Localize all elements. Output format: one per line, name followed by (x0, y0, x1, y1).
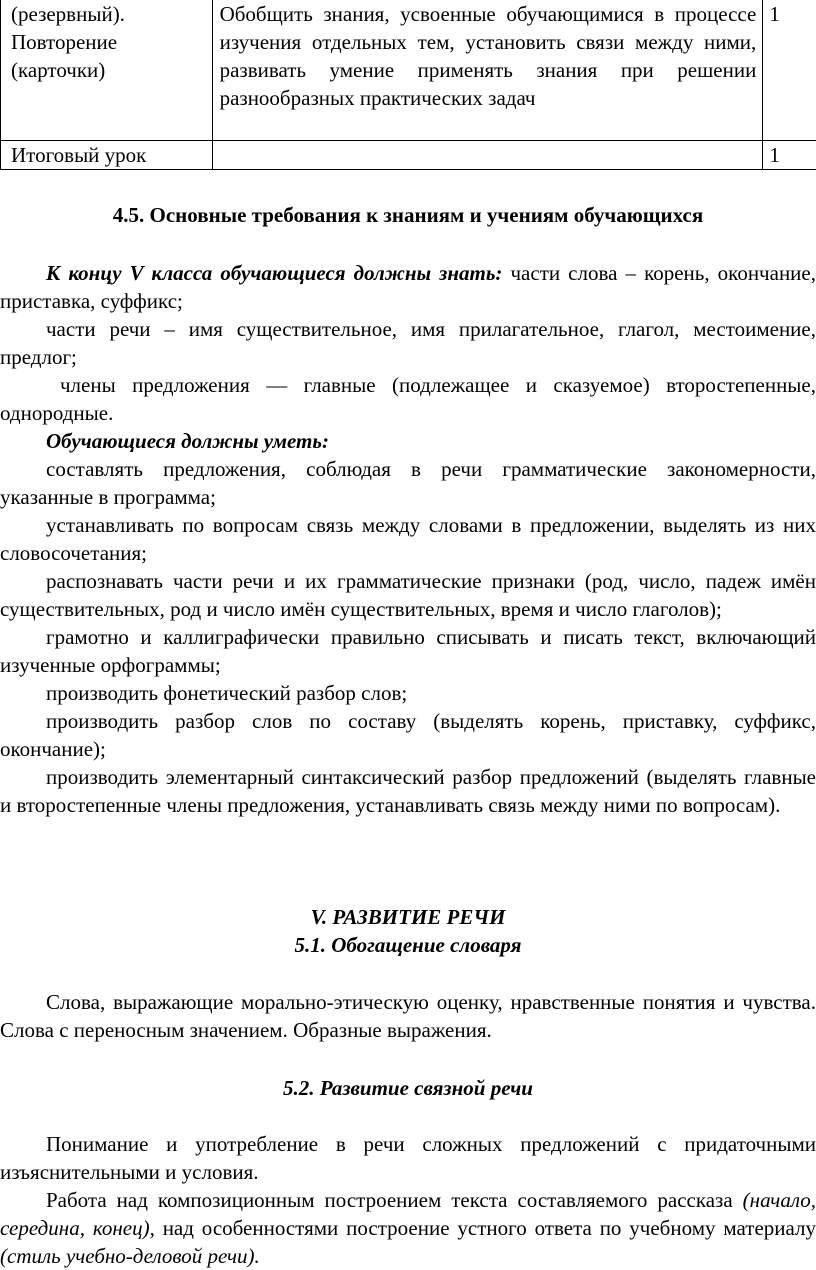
paragraph: части речи – имя существительное, имя прилагательное, глагол, местоимение, предлог; (0, 317, 816, 369)
paragraph (0, 259, 816, 315)
paragraph: Понимание и употребление в речи сложных предложений с придаточными изъяснительными и условия. (0, 1132, 816, 1184)
table-cell-topic: (резервный). Повторение (карточки) (1, 0, 213, 141)
text-run: над особенностями построение устного ответа по учебному материалу (154, 1216, 816, 1240)
paragraph (0, 1186, 816, 1270)
list-item: составлять предложения, соблюдая в речи грамматические закономерности, указанные в программа; (0, 457, 816, 509)
knowledge-requirements (0, 259, 816, 819)
table-row (0, 141, 816, 170)
list-item: производить элементарный синтаксический разбор предложений (выделять главные и второстепенные члены предложения, устанавливать связь между ними по вопросам). (0, 765, 816, 817)
list-item: грамотно и каллиграфически правильно списывать и писать текст, включающий изученные орфограммы; (0, 625, 816, 677)
list-item: распознавать части речи и их грамматические признаки (род, число, падеж имён существительных, род и число имён существительных, время и число глаголов); (0, 569, 816, 621)
list-item: производить разбор слов по составу (выделять корень, приставку, суффикс, окончание); (0, 709, 816, 761)
skills-lead: Обучающиеся должны уметь: (46, 429, 329, 453)
table-cell-hours: 1 (763, 141, 816, 170)
list-item: устанавливать по вопросам связь между словами в предложении, выделять из них словосочетания; (0, 513, 816, 565)
know-text: части слова – корень, окончание, приставка, суффикс; (0, 261, 816, 313)
text-run: Работа над композиционным построением текста составляемого рассказа (46, 1188, 743, 1212)
table-cell-goal (212, 141, 763, 170)
subsection-title: 5.2. Развитие связной речи (283, 1076, 533, 1100)
table-cell-goal: Обобщить знания, усвоенные обучающимися в процессе изучения отдельных тем, установить связи между ними, развивать умение применять знания при решении разнообразных практических задач (212, 0, 763, 141)
speech-section (0, 1130, 816, 1270)
subsection-title: 5.1. Обогащение словаря (294, 933, 522, 957)
table-row (0, 0, 816, 141)
list-item: производить фонетический разбор слов; (46, 681, 408, 705)
know-lead: К концу V класса обучающиеся должны знать: (46, 261, 503, 285)
paragraph: члены предложения — главные (подлежащее и сказуемое) второстепенные, однородные. (0, 373, 816, 425)
table-cell-topic: Итоговый урок (1, 141, 213, 170)
lesson-plan-table (0, 0, 816, 170)
section-heading: 4.5. Основные требования к знаниям и учениям обучающихся (112, 203, 704, 227)
chapter-title: V. РАЗВИТИЕ РЕЧИ (310, 905, 506, 929)
vocabulary-section (0, 988, 816, 1044)
paragraph: Слова, выражающие морально-этическую оценку, нравственные понятия и чувства. Слова с переносным значением. Образные выражения. (0, 990, 816, 1042)
table-cell-hours: 1 (763, 0, 816, 141)
text-run: (начало, середина, конец), (0, 1188, 816, 1240)
text-run: (стиль учебно-деловой речи). (0, 1244, 260, 1268)
